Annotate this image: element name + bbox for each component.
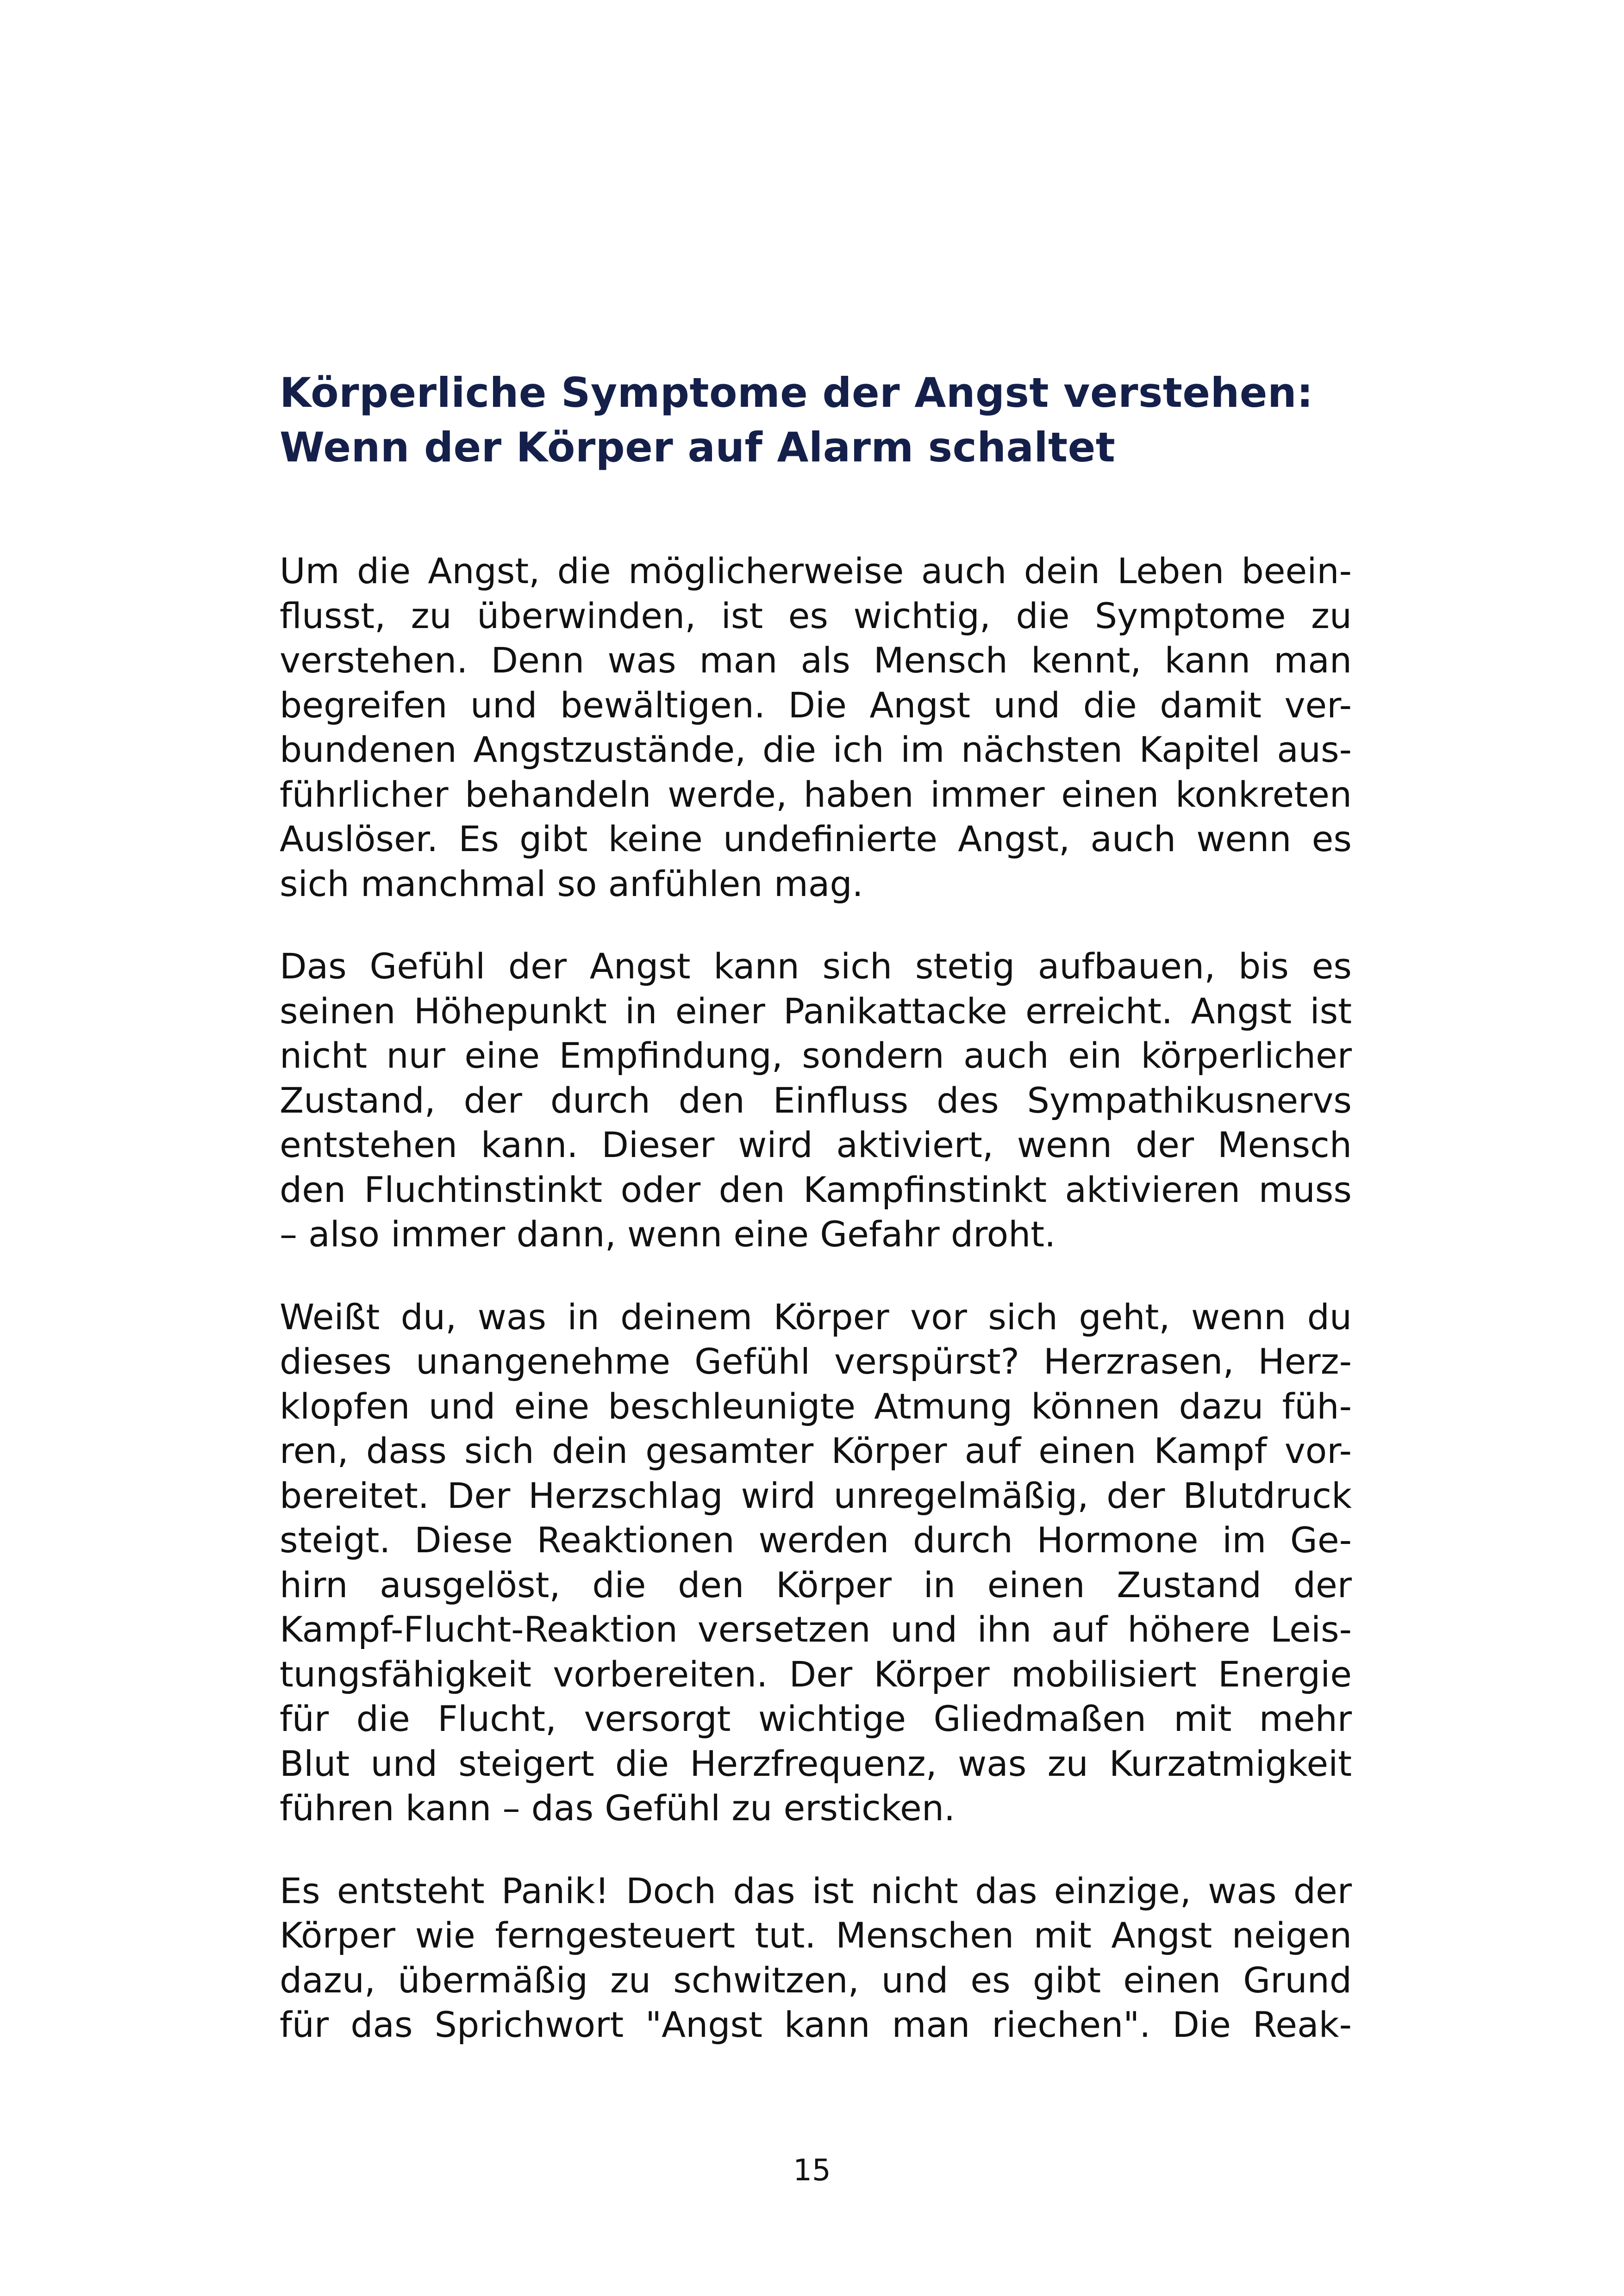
text-line: Kampf-Flucht-Reaktion versetzen und ihn auf höhere Leis- [280, 1609, 1352, 1650]
text-line: seinen Höhepunkt in einer Panikattacke erreicht. Angst ist [280, 990, 1352, 1032]
text-line: den Fluchtinstinkt oder den Kampfinstinkt aktivieren muss [280, 1169, 1352, 1210]
body-paragraph [280, 1295, 1352, 1831]
text-line: Blut und steigert die Herzfrequenz, was zu Kurzatmigkeit [280, 1742, 1352, 1784]
text-line: nicht nur eine Empfindung, sondern auch ein körperlicher [280, 1035, 1352, 1076]
heading-line: Körperliche Symptome der Angst verstehen: [280, 369, 1313, 417]
text-line: entstehen kann. Dieser wird aktiviert, wenn der Mensch [280, 1124, 1352, 1165]
text-line: für das Sprichwort "Angst kann man riechen". Die Reak- [280, 2004, 1352, 2045]
text-line: dieses unangenehme Gefühl verspürst? Herzrasen, Herz- [280, 1341, 1352, 1382]
text-line: Zustand, der durch den Einfluss des Sympathikusnervs [280, 1079, 1352, 1121]
heading-line: Wenn der Körper auf Alarm schaltet [280, 423, 1116, 471]
text-line: sich manchmal so anfühlen mag. [280, 863, 863, 904]
text-line: bundenen Angstzustände, die ich im nächsten Kapitel aus- [280, 729, 1352, 770]
body-paragraph [280, 944, 1352, 1257]
text-line: führlicher behandeln werde, haben immer einen konkreten [280, 773, 1352, 815]
page-number: 15 [793, 2153, 831, 2188]
text-line: begreifen und bewältigen. Die Angst und die damit ver- [280, 684, 1352, 726]
text-line: Es entsteht Panik! Doch das ist nicht das einzige, was der [280, 1870, 1352, 1911]
page-content [280, 366, 1352, 2085]
text-line: Das Gefühl der Angst kann sich stetig aufbauen, bis es [280, 946, 1352, 987]
text-line: verstehen. Denn was man als Mensch kennt, kann man [280, 640, 1352, 681]
body-paragraph [280, 549, 1352, 906]
chapter-heading [280, 366, 1352, 475]
text-line: – also immer dann, wenn eine Gefahr droht. [280, 1213, 1056, 1255]
text-line: klopfen und eine beschleunigte Atmung können dazu füh- [280, 1385, 1352, 1427]
text-line: tungsfähigkeit vorbereiten. Der Körper mobilisiert Energie [280, 1653, 1352, 1695]
text-line: flusst, zu überwinden, ist es wichtig, die Symptome zu [280, 595, 1352, 636]
text-line: Weißt du, was in deinem Körper vor sich geht, wenn du [280, 1296, 1352, 1338]
text-line: führen kann – das Gefühl zu ersticken. [280, 1787, 956, 1829]
text-line: dazu, übermäßig zu schwitzen, und es gibt einen Grund [280, 1959, 1352, 2001]
text-line: hirn ausgelöst, die den Körper in einen Zustand der [280, 1564, 1352, 1605]
text-line: ren, dass sich dein gesamter Körper auf einen Kampf vor- [280, 1430, 1352, 1471]
body-paragraph [280, 1869, 1352, 2047]
text-line: steigt. Diese Reaktionen werden durch Hormone im Ge- [280, 1519, 1352, 1561]
text-line: bereitet. Der Herzschlag wird unregelmäßig, der Blutdruck [280, 1475, 1352, 1516]
text-line: Auslöser. Es gibt keine undefinierte Angst, auch wenn es [280, 818, 1352, 859]
text-line: für die Flucht, versorgt wichtige Gliedmaßen mit mehr [280, 1698, 1352, 1739]
text-line: Um die Angst, die möglicherweise auch dein Leben beein- [280, 550, 1352, 591]
text-line: Körper wie ferngesteuert tut. Menschen mit Angst neigen [280, 1915, 1352, 1956]
